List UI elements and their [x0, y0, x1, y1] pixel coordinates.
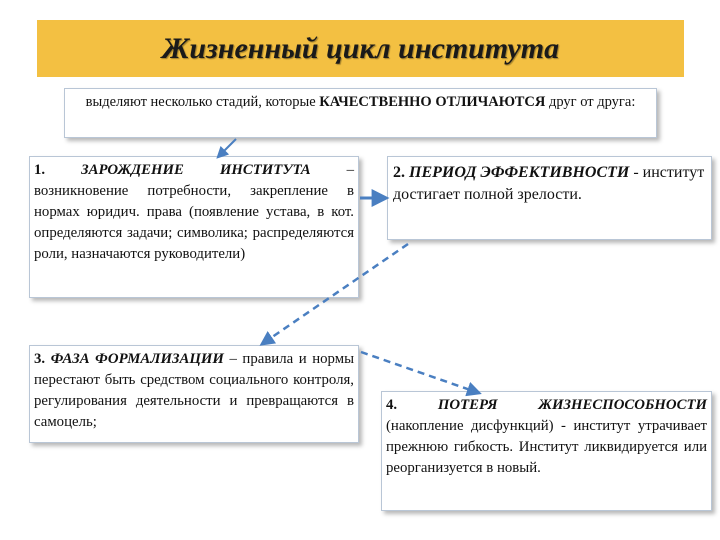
stage-2-text: - институт достигает полной зрелости.: [393, 164, 705, 203]
stage-4-number: 4.: [386, 397, 398, 413]
stage-1-box: [29, 156, 359, 298]
stage-3-number: 3.: [34, 351, 46, 367]
stage-4-heading: ПОТЕРЯ ЖИЗНЕСПОСОБНОСТИ: [437, 397, 707, 413]
stage-3-text: – правила и нормы перестают быть средством социального контроля, регулирования деятельности и превращаются в самоцель;: [34, 351, 355, 430]
stage-1-heading: ЗАРОЖДЕНИЕ ИНСТИТУТА: [81, 162, 311, 178]
stage-4-box: [381, 391, 712, 511]
stage-1-number: 1.: [34, 162, 46, 178]
stage-3-box: [29, 345, 359, 443]
stage-2-box: [387, 156, 712, 240]
page-title: Жизненный цикл института: [161, 31, 560, 65]
stage-4-text: (накопление дисфункций) - институт утрачивает прежнюю гибкость. Институт ликвидируется или реорганизуется в новый.: [386, 418, 707, 476]
intro-emphasis: КАЧЕСТВЕННО ОТЛИЧАЮТСЯ: [319, 94, 546, 110]
arrow-stage-3-to-stage-4: [361, 352, 479, 393]
stage-1-text: – возникновение потребности, закрепление в нормах юридич. права (появление устава, в кот. определяются задачи; символика; распределяются роли, назначаются руководители): [34, 162, 354, 262]
title-banner: [37, 20, 684, 77]
intro-text-after: друг от друга:: [545, 94, 636, 110]
intro-text-before: выделяют несколько стадий, которые: [85, 94, 320, 110]
arrow-intro-to-stage-1: [218, 139, 236, 157]
intro-box: [64, 88, 657, 138]
stage-2-heading: ПЕРИОД ЭФФЕКТИВНОСТИ: [409, 164, 630, 181]
stage-2-number: 2.: [393, 164, 405, 181]
stage-3-heading: ФАЗА ФОРМАЛИЗАЦИИ: [50, 351, 224, 367]
